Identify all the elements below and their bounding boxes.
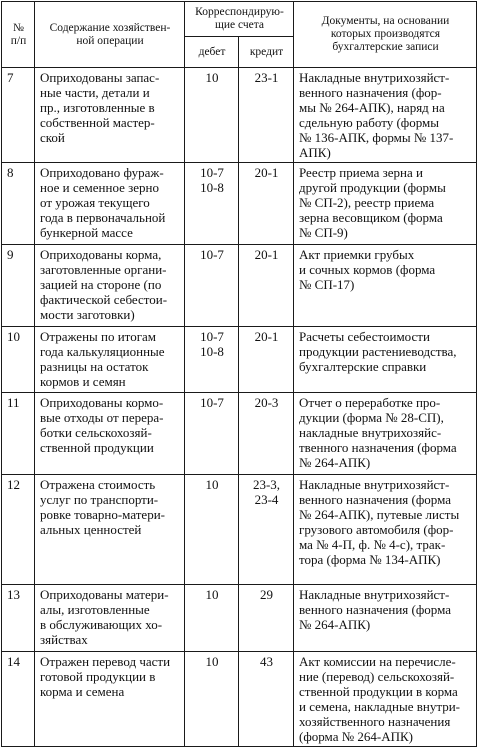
documents-text: Акт комиссии на перечисле- ние (перевод) сельскохозяй- ственной продукции в корма и семена, накладные внутри- хозяйственного назначения (форма № 264-АПК) <box>294 652 477 747</box>
operation-text: Отражена стоимость услуг по транспорти- ровке товарно-матери- альных ценностей <box>35 475 185 585</box>
row-number: 8 <box>2 163 35 245</box>
header-documents: Документы, на основании которых производятся бухгалтерские записи <box>294 2 477 68</box>
row-number: 11 <box>2 393 35 475</box>
table-row <box>2 327 477 393</box>
header-operation: Содержание хозяйствен- ной операции <box>35 2 185 68</box>
debit-account: 10-7 <box>185 245 239 327</box>
documents-text: Отчет о переработке про- дукции (форма № 28-СП), накладные внутрихозяйс- твенного назначения (форма № 264-АПК) <box>294 393 477 475</box>
operation-text: Отражены по итогам года калькуляционные разницы на остаток кормов и семян <box>35 327 185 393</box>
debit-account: 10 <box>185 68 239 163</box>
operation-text: Оприходованы кормо- вые отходы от перера- ботки сельскохозяй- ственной продукции <box>35 393 185 475</box>
table-row <box>2 475 477 585</box>
credit-account: 20-1 <box>239 327 294 393</box>
row-number: 10 <box>2 327 35 393</box>
table-row <box>2 163 477 245</box>
table-row <box>2 68 477 163</box>
accounting-entries-table <box>1 1 477 747</box>
debit-account: 10 <box>185 652 239 747</box>
credit-account: 20-3 <box>239 393 294 475</box>
operation-text: Оприходовано фураж- ное и семенное зерно от урожая текущего года в первоначальной бункерной массе <box>35 163 185 245</box>
documents-text: Акт приемки грубых и сочных кормов (форма № СП-17) <box>294 245 477 327</box>
row-number: 12 <box>2 475 35 585</box>
header-accounts: Корреспондирую- щие счета <box>185 2 294 37</box>
header-row <box>2 2 477 37</box>
debit-account: 10-7 10-8 <box>185 327 239 393</box>
operation-text: Отражен перевод части готовой продукции в корма и семена <box>35 652 185 747</box>
row-number: 13 <box>2 585 35 652</box>
table-row <box>2 245 477 327</box>
documents-text: Расчеты себестоимости продукции растениеводства, бухгалтерские справки <box>294 327 477 393</box>
debit-account: 10-7 <box>185 393 239 475</box>
operation-text: Оприходованы матери- алы, изготовленные в обслуживающих хо- зяйствах <box>35 585 185 652</box>
credit-account: 29 <box>239 585 294 652</box>
documents-text: Накладные внутрихозяйст- венного назначения (фор- мы № 264-АПК), наряд на сдельную работу (формы № 136-АПК, формы № 137- АПК) <box>294 68 477 163</box>
debit-account: 10 <box>185 585 239 652</box>
table-body <box>2 68 477 747</box>
credit-account: 43 <box>239 652 294 747</box>
table-row <box>2 393 477 475</box>
documents-text: Накладные внутрихозяйст- венного назначения (форма № 264-АПК) <box>294 585 477 652</box>
operation-text: Оприходованы запас- ные части, детали и пр., изготовленные в собственной мастер- ской <box>35 68 185 163</box>
credit-account: 23-3, 23-4 <box>239 475 294 585</box>
row-number: 14 <box>2 652 35 747</box>
debit-account: 10 <box>185 475 239 585</box>
operation-text: Оприходованы корма, заготовленные органи- зацией на стороне (по фактической себестои- мости заготовки) <box>35 245 185 327</box>
header-number: № п/п <box>2 2 35 68</box>
credit-account: 20-1 <box>239 163 294 245</box>
debit-account: 10-7 10-8 <box>185 163 239 245</box>
header-credit: кредит <box>239 37 294 68</box>
row-number: 9 <box>2 245 35 327</box>
table-row <box>2 652 477 747</box>
credit-account: 23-1 <box>239 68 294 163</box>
table-row <box>2 585 477 652</box>
documents-text: Реестр приема зерна и другой продукции (формы № СП-2), реестр приема зерна весовщиком (форма № СП-9) <box>294 163 477 245</box>
documents-text: Накладные внутрихозяйст- венного назначения (форма № 264-АПК), путевые листы грузового автомобиля (фор- ма № 4-П, ф. № 4-с), трак- тора (форма № 134-АПК) <box>294 475 477 585</box>
header-debit: дебет <box>185 37 239 68</box>
credit-account: 20-1 <box>239 245 294 327</box>
row-number: 7 <box>2 68 35 163</box>
